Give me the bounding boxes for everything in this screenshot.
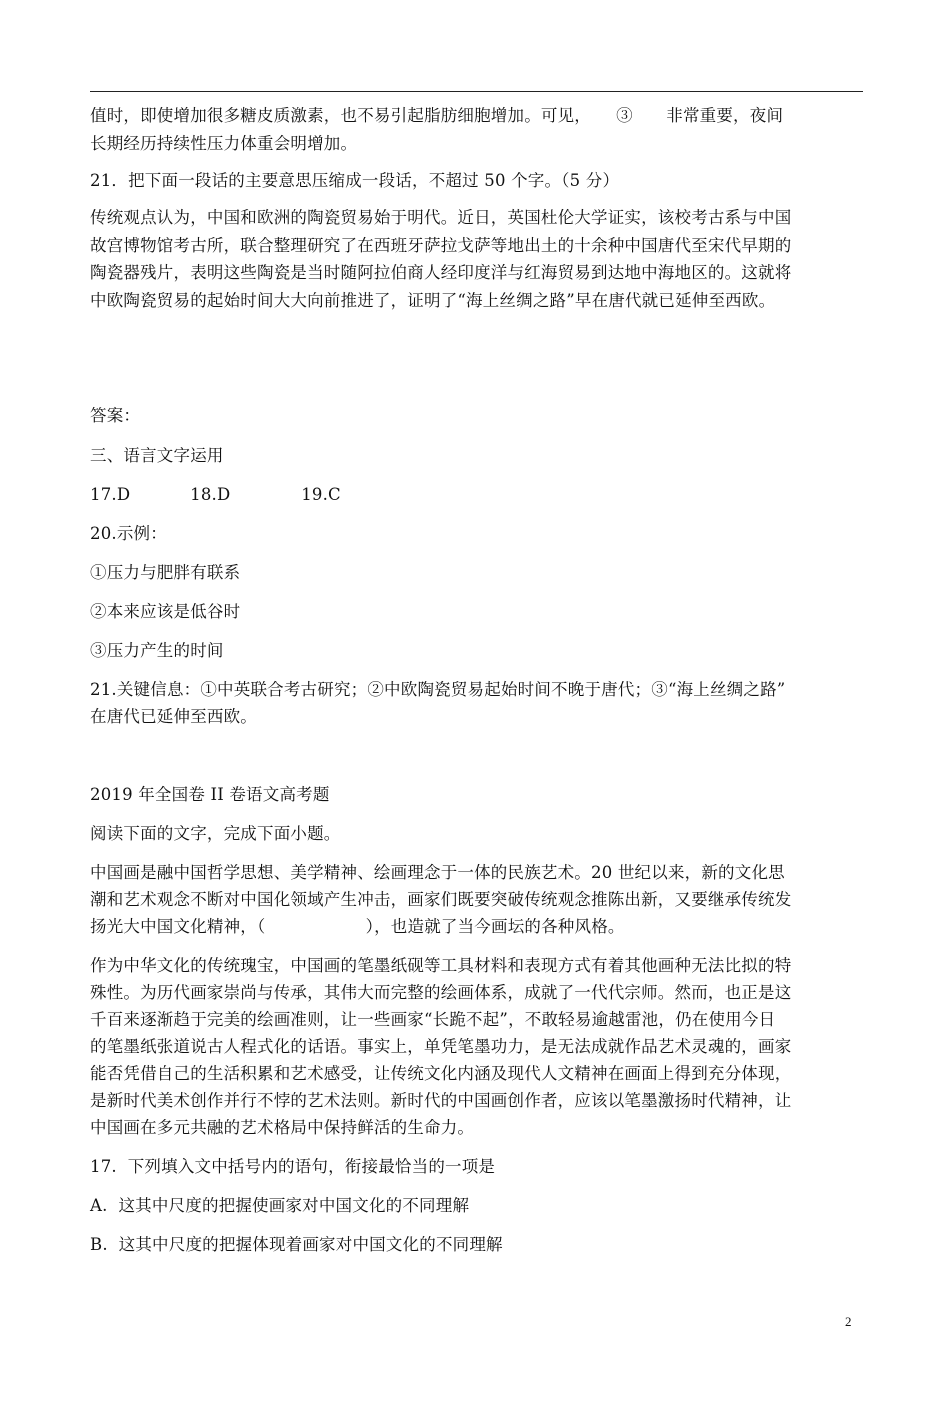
text-line: 长期经历持续性压力体重会明增加。 [90, 134, 358, 153]
text-line: 的笔墨纸张道说古人程式化的话语。事实上，单凭笔墨功力，是无法成就作品艺术灵魂的，画家 [90, 1037, 792, 1056]
answer-21: 21.关键信息：①中英联合考古研究；②中欧陶瓷贸易起始时间不晚于唐代；③“海上丝绸之路” [90, 680, 786, 699]
question-17: 17. 下列填入文中括号内的语句，衔接最恰当的一项是 [90, 1157, 496, 1176]
answer-choices: 17.D 18.D 19.C [90, 485, 341, 504]
instruction: 阅读下面的文字，完成下面小题。 [90, 824, 341, 843]
section-heading: 三、语言文字运用 [90, 446, 224, 465]
text-line: 故宫博物馆考古所，联合整理研究了在西班牙萨拉戈萨等地出土的十余种中国唐代至宋代早期的 [90, 236, 792, 255]
answer-20-heading: 20.示例： [90, 524, 167, 543]
text-line: 扬光大中国文化精神，（ ），也造就了当今画坛的各种风格。 [90, 917, 625, 936]
exam-title: 2019 年全国卷 II 卷语文高考题 [90, 785, 330, 804]
text-line: 是新时代美术创作并行不悖的艺术法则。新时代的中国画创作者，应该以笔墨激扬时代精神，让 [90, 1091, 792, 1110]
page-number: 2 [845, 1314, 852, 1329]
text-line: 中国画在多元共融的艺术格局中保持鲜活的生命力。 [90, 1118, 475, 1137]
answer-item: ③压力产生的时间 [90, 641, 224, 660]
option-b: B. 这其中尺度的把握体现着画家对中国文化的不同理解 [90, 1235, 503, 1254]
answer-item: ①压力与肥胖有联系 [90, 563, 241, 582]
text-line: 潮和艺术观念不断对中国化领域产生冲击，画家们既要突破传统观念推陈出新，又要继承传统发 [90, 890, 792, 909]
text-line: 千百来逐渐趋于完美的绘画准则，让一些画家“长跪不起”，不敢轻易逾越雷池，仍在使用今日 [90, 1010, 776, 1029]
text-line: 值时，即使增加很多糖皮质激素，也不易引起脂肪细胞增加。可见， ③ 非常重要，夜间 [90, 106, 784, 125]
text-line: 能否凭借自己的生活积累和艺术感受，让传统文化内涵及现代人文精神在画面上得到充分体现， [90, 1064, 792, 1083]
answer-heading: 答案： [90, 406, 141, 425]
option-a: A. 这其中尺度的把握使画家对中国文化的不同理解 [90, 1196, 470, 1215]
text-line: 殊性。为历代画家崇尚与传承，其伟大而完整的绘画体系，成就了一代代宗师。然而，也正是这 [90, 983, 792, 1002]
text-line: 作为中华文化的传统瑰宝，中国画的笔墨纸砚等工具材料和表现方式有着其他画种无法比拟的特 [90, 956, 792, 975]
answer-21-cont: 在唐代已延伸至西欧。 [90, 707, 257, 726]
text-line: 中欧陶瓷贸易的起始时间大大向前推进了，证明了“海上丝绸之路”早在唐代就已延伸至西欧。 [90, 291, 776, 310]
text-line: 中国画是融中国哲学思想、美学精神、绘画理念于一体的民族艺术。20 世纪以来，新的文化思 [90, 863, 785, 882]
header-rule [90, 91, 863, 92]
text-line: 陶瓷器残片，表明这些陶瓷是当时随阿拉伯商人经印度洋与红海贸易到达地中海地区的。这就将 [90, 263, 792, 282]
answer-item: ②本来应该是低谷时 [90, 602, 241, 621]
text-line: 传统观点认为，中国和欧洲的陶瓷贸易始于明代。近日，英国杜伦大学证实，该校考古系与中国 [90, 208, 792, 227]
question-21-prompt: 21．把下面一段话的主要意思压缩成一段话，不超过 50 个字。（5 分） [90, 171, 620, 190]
